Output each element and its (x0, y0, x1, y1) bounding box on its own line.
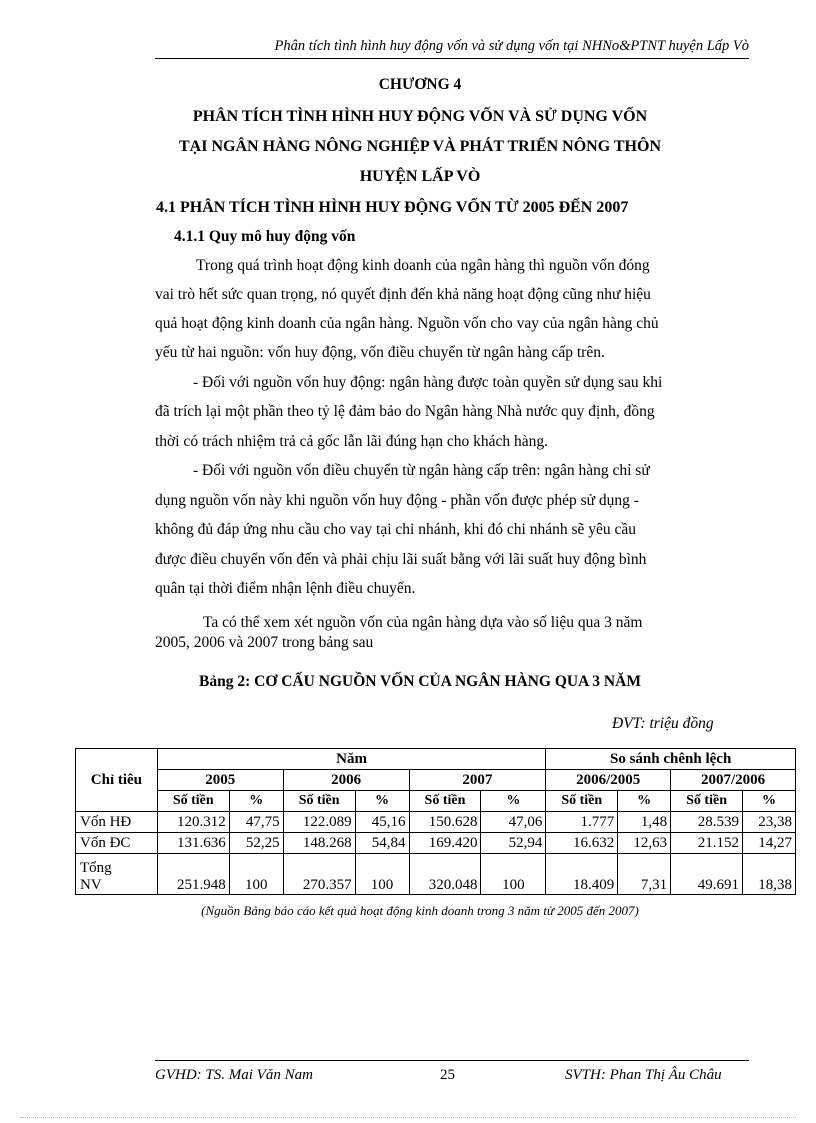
percent-header: % (481, 791, 546, 812)
chapter-title-line: PHÂN TÍCH TÌNH HÌNH HUY ĐỘNG VỐN VÀ SỬ DỤNG VỐN (192, 108, 648, 125)
row-label: Vốn HĐ (76, 812, 158, 833)
body-line: được điều chuyển vốn đến và phải chịu lãi suất bằng với lãi suất huy động bình (155, 551, 647, 568)
cell-amount: 122.089 (283, 812, 355, 833)
table-row (76, 812, 796, 833)
cell-amount: 148.268 (283, 833, 355, 854)
table-unit: ĐVT: triệu đồng (612, 715, 714, 732)
footer-advisor: GVHD: TS. Mai Văn Nam (155, 1067, 313, 1083)
page-edge-divider (20, 1117, 796, 1118)
body-line: - Đối với nguồn vốn huy động: ngân hàng được toàn quyền sử dụng sau khi (193, 374, 663, 391)
year-header: 2007 (409, 770, 546, 791)
amount-header: Số tiền (546, 791, 618, 812)
cell-percent: 7,31 (618, 854, 671, 895)
cell-percent: 18,38 (743, 854, 796, 895)
cell-amount: 320.048 (409, 854, 481, 895)
body-line: vai trò hết sức quan trọng, nó quyết định đến khả năng hoạt động cũng như hiệu (155, 286, 651, 303)
body-line: 2005, 2006 và 2007 trong bảng sau (155, 634, 374, 651)
percent-header: % (618, 791, 671, 812)
footer-student: SVTH: Phan Thị Âu Châu (565, 1067, 722, 1083)
cell-percent: 23,38 (743, 812, 796, 833)
footer-rule (155, 1060, 749, 1061)
cell-amount: 169.420 (409, 833, 481, 854)
cell-percent: 54,84 (355, 833, 409, 854)
body-line: quả hoạt động kinh doanh của ngân hàng. Nguồn vốn cho vay của ngân hàng chủ (155, 315, 659, 332)
chapter-title-line: HUYỆN LẤP VÒ (359, 168, 481, 185)
table-source-note: (Nguồn Bảng báo cáo kết quả hoạt động kinh doanh trong 3 năm từ 2005 đến 2007) (201, 903, 639, 918)
subsection-heading: 4.1.1 Quy mô huy động vốn (174, 228, 356, 245)
body-line: thời có trách nhiệm trả cả gốc lẫn lãi đúng hạn cho khách hàng. (155, 433, 548, 450)
amount-header: Số tiền (157, 791, 229, 812)
cell-percent: 12,63 (618, 833, 671, 854)
row-label (76, 854, 158, 895)
cell-amount: 270.357 (283, 854, 355, 895)
cell-percent: 52,25 (229, 833, 283, 854)
cell-percent: 100 (481, 854, 546, 895)
row-header-cell: Chỉ tiêu (76, 749, 158, 812)
body-line: Ta có thể xem xét nguồn vốn của ngân hàng dựa vào số liệu qua 3 năm (203, 614, 643, 631)
cell-amount: 150.628 (409, 812, 481, 833)
capital-structure-table (75, 748, 796, 895)
cell-amount: 131.636 (157, 833, 229, 854)
cell-percent: 14,27 (743, 833, 796, 854)
amount-header: Số tiền (283, 791, 355, 812)
table-row (76, 854, 796, 895)
cell-amount: 16.632 (546, 833, 618, 854)
running-header: Phân tích tình hình huy động vốn và sử dụng vốn tại NHNo&PTNT huyện Lấp Vò (155, 38, 749, 59)
amount-header: Số tiền (671, 791, 743, 812)
compare-group-header: So sánh chênh lệch (546, 749, 796, 770)
cell-percent: 100 (229, 854, 283, 895)
cell-percent: 100 (355, 854, 409, 895)
body-line: quân tại thời điểm nhận lệnh điều chuyển. (155, 580, 416, 597)
percent-header: % (355, 791, 409, 812)
row-label-line: Tổng (80, 860, 112, 876)
cell-percent: 47,75 (229, 812, 283, 833)
page-number: 25 (440, 1067, 455, 1083)
body-line: yếu từ hai nguồn: vốn huy động, vốn điều chuyển từ ngân hàng cấp trên. (155, 344, 605, 361)
body-line: Trong quá trình hoạt động kinh doanh của ngân hàng thì nguồn vốn đóng (196, 257, 650, 274)
cell-percent: 52,94 (481, 833, 546, 854)
percent-header: % (743, 791, 796, 812)
body-line: dụng nguồn vốn này khi nguồn vốn huy động - phần vốn được phép sử dụng - (155, 492, 639, 509)
row-label-line: NV (80, 877, 102, 893)
cell-amount: 251.948 (157, 854, 229, 895)
cell-amount: 21.152 (671, 833, 743, 854)
body-line: không đủ đáp ứng nhu cầu cho vay tại chi nhánh, khi đó chi nhánh sẽ yêu cầu (155, 521, 637, 538)
period-header: 2007/2006 (671, 770, 796, 791)
year-header: 2006 (283, 770, 409, 791)
year-header: 2005 (157, 770, 283, 791)
section-heading: 4.1 PHÂN TÍCH TÌNH HÌNH HUY ĐỘNG VỐN TỪ 2005 ĐẾN 2007 (156, 199, 629, 216)
period-header: 2006/2005 (546, 770, 671, 791)
amount-header: Số tiền (409, 791, 481, 812)
chapter-title-line: TẠI NGÂN HÀNG NÔNG NGHIỆP VÀ PHÁT TRIỂN NÔNG THÔN (179, 138, 661, 155)
chapter-number: CHƯƠNG 4 (378, 76, 462, 93)
cell-amount: 1.777 (546, 812, 618, 833)
cell-amount: 28.539 (671, 812, 743, 833)
table-row (76, 833, 796, 854)
body-line: - Đối với nguồn vốn điều chuyển từ ngân hàng cấp trên: ngân hàng chỉ sử (193, 462, 650, 479)
cell-percent: 47,06 (481, 812, 546, 833)
cell-percent: 1,48 (618, 812, 671, 833)
cell-percent: 45,16 (355, 812, 409, 833)
body-line: đã trích lại một phần theo tỷ lệ đảm bảo do Ngân hàng Nhà nước quy định, đồng (155, 403, 655, 420)
year-group-header: Năm (157, 749, 546, 770)
cell-amount: 49.691 (671, 854, 743, 895)
percent-header: % (229, 791, 283, 812)
cell-amount: 18.409 (546, 854, 618, 895)
row-label: Vốn ĐC (76, 833, 158, 854)
table-title: Bảng 2: CƠ CẤU NGUỒN VỐN CỦA NGÂN HÀNG QUA 3 NĂM (199, 673, 641, 690)
cell-amount: 120.312 (157, 812, 229, 833)
